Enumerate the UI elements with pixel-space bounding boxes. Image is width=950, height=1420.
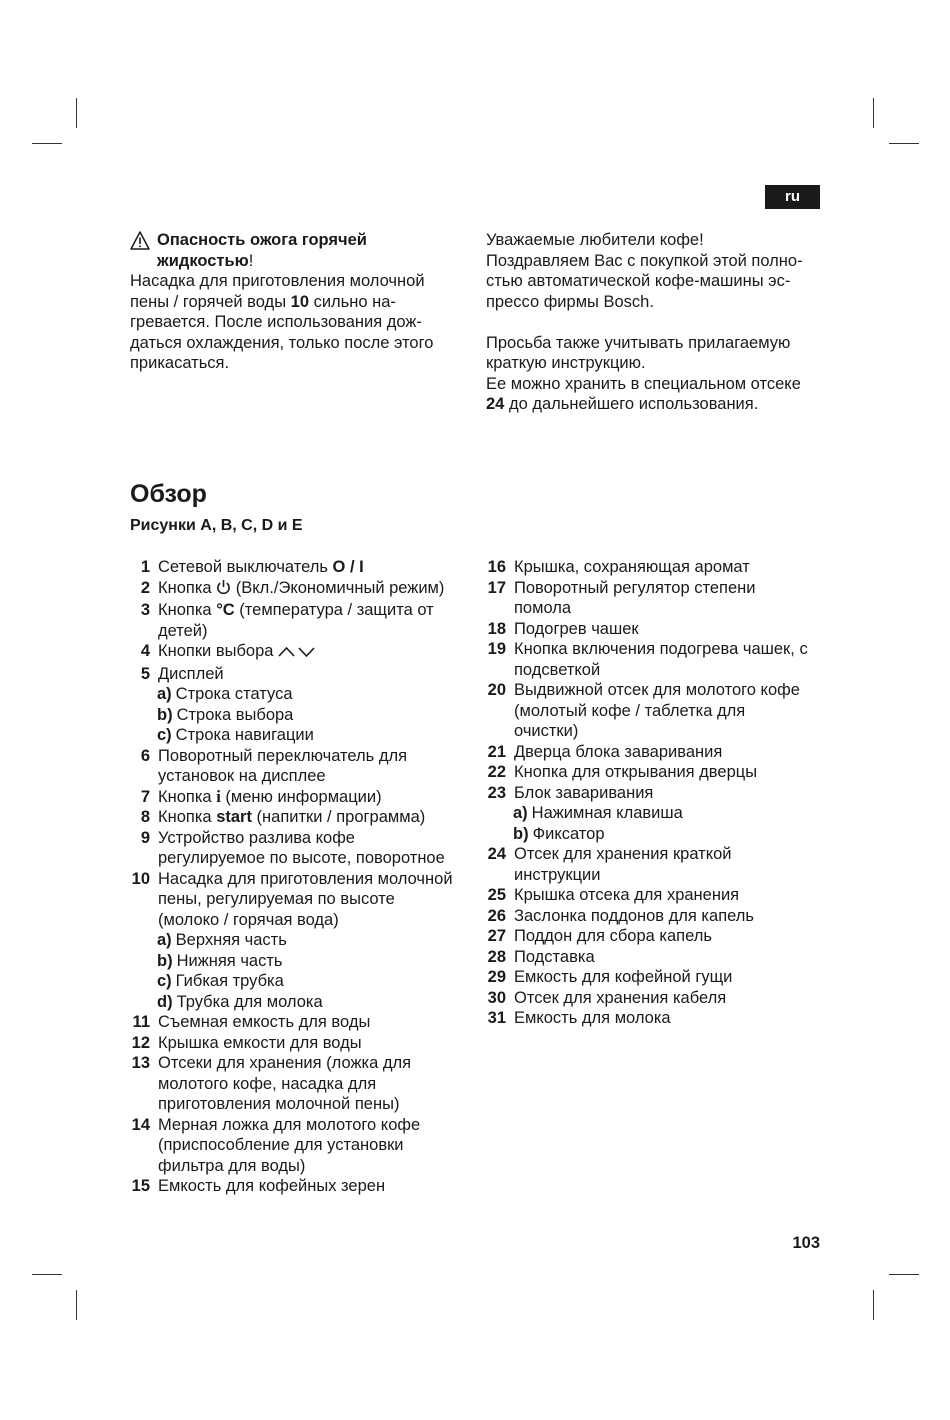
warning-text: даться охлаждения, только после этого [130,333,434,352]
list-item [486,967,831,988]
sub-item-letter: c) [157,726,172,744]
list-item [486,1008,831,1029]
item-number: 7 [140,787,150,806]
item-text: Поддон для сбора капель [514,927,712,945]
item-number: 25 [487,886,506,904]
list-item [130,664,475,685]
list-item [486,742,831,763]
item-text: Сетевой выключатель O / I [158,558,364,576]
crop-mark [76,98,77,128]
item-text: Кнопка для открывания дверцы [514,763,758,781]
sub-item-letter: a) [157,685,172,703]
item-text: Трубка для молока [176,992,323,1011]
item-text: Дисплей [158,664,224,683]
item-text: Строка статуса [175,685,293,703]
list-item [130,807,475,828]
item-number: 26 [487,906,506,925]
list-item [486,844,831,885]
item-text: Блок заваривания [514,783,654,802]
parts-list-left [130,557,475,1197]
item-number: 4 [140,642,150,660]
list-item [486,988,831,1009]
greeting-text: Просьба также учитывать прилагаемую [486,333,791,352]
list-item [130,828,475,869]
item-text: Верхняя часть [175,931,287,949]
crop-mark [873,98,874,128]
list-item [486,680,831,742]
list-item [130,746,475,787]
item-text: Отсек для хранения кабеля [514,988,727,1007]
item-number: 11 [132,1013,150,1031]
list-item [486,906,831,927]
crop-mark [76,1290,77,1320]
list-item [486,619,831,640]
item-number: 12 [131,1033,150,1052]
sub-item [130,971,475,992]
sub-item [130,951,475,972]
item-number: 31 [487,1009,506,1027]
list-item [130,787,475,808]
item-number: 5 [140,664,150,683]
sub-item [130,992,475,1013]
item-text: Устройство разлива кофе регулируемое по высоте, поворотное [158,828,445,867]
sub-item-letter: c) [157,972,172,990]
list-item [130,641,475,664]
item-text: Отсеки для хранения (ложка для молотого кофе, насадка для приготовления молочной пены) [158,1054,412,1113]
warning-title-punct: ! [248,251,254,270]
greeting-text: Уважаемые любители кофе! [486,231,704,249]
section-title: Обзор [130,480,207,508]
item-number: 8 [140,808,150,826]
list-item [130,1033,475,1054]
list-item [130,578,475,601]
item-text: Мерная ложка для молотого кофе (приспособление для установки фильтра для воды) [158,1115,421,1175]
warning-title: жидкостью [157,251,249,270]
greeting-text: до дальнейшего использования. [504,395,759,413]
item-number: 23 [487,783,506,802]
item-text: Нажимная клавиша [531,804,683,822]
item-number: 27 [487,927,506,945]
item-text: Фиксатор [532,824,605,843]
item-number: 2 [140,578,150,597]
item-text: Насадка для приготовления молочной пены, регулируемая по высоте (молоко / горячая вода) [158,869,453,929]
warning-text: пены / горячей воды [130,292,291,311]
item-text: Кнопка i (меню информации) [158,786,382,806]
list-item [486,783,831,804]
page-number: 103 [792,1234,820,1252]
crop-mark [873,1290,874,1320]
item-text: Крышка емкости для воды [158,1033,362,1052]
greeting-text: краткую инструкцию. [486,354,646,372]
greeting [486,230,826,415]
item-number: 10 [131,869,150,888]
item-text: Емкость для молока [514,1009,671,1027]
item-number: 28 [487,947,506,966]
item-text: Крышка, сохраняющая аромат [514,558,750,576]
crop-mark [889,1274,919,1275]
item-text: Поворотный переключатель для установок на дисплее [158,746,408,785]
item-text: Кнопка (Вкл./Экономичный режим) [158,578,475,601]
list-item [486,762,831,783]
list-item [130,1053,475,1115]
item-text: Емкость для кофейной гущи [514,968,733,986]
sub-item [486,803,831,824]
item-number: 16 [487,558,506,576]
sub-item [130,705,475,726]
list-item [130,557,475,578]
item-number: 13 [131,1054,150,1072]
warning-text: прикасаться. [130,354,230,372]
item-number: 17 [487,578,506,597]
item-number: 24 [487,845,506,863]
chevron-up-icon [278,643,295,664]
parts-list-right [486,557,831,1029]
language-tag: ru [765,185,820,209]
sub-item [130,725,475,746]
sub-item-letter: b) [157,705,173,724]
sub-item-letter: b) [513,824,529,843]
item-text: Крышка отсека для хранения [514,886,740,904]
item-text: Строка выбора [176,705,294,724]
list-item [130,600,475,641]
item-number: 21 [487,742,506,761]
item-text: Поворотный регулятор степени помола [514,578,756,617]
list-item [486,578,831,619]
item-text: Заслонка поддонов для капель [514,906,754,925]
item-text: Выдвижной отсек для молотого кофе (молотый кофе / таблетка для очистки) [514,681,800,740]
chevron-down-icon [298,643,315,664]
greeting-text: стью автоматической кофе-машины эс- [486,272,791,290]
item-number: 20 [487,681,506,699]
item-text: Съемная емкость для воды [158,1013,371,1031]
item-text: Строка навигации [175,726,314,744]
list-item [130,1115,475,1177]
item-number: 9 [140,828,150,847]
burn-warning [130,230,470,374]
item-number: 30 [487,988,506,1007]
list-item [486,885,831,906]
sub-item-letter: a) [157,931,172,949]
list-item [486,947,831,968]
item-number: 14 [131,1115,150,1134]
list-item [130,869,475,931]
crop-mark [32,1274,62,1275]
greeting-text: Поздравляем Вас с покупкой этой полно- [486,251,803,270]
item-number: 15 [131,1177,150,1195]
greeting-text: прессо фирмы Bosch. [486,292,654,311]
item-text: Подставка [514,947,595,966]
item-number: 3 [140,601,150,619]
warning-title: Опасность ожога горячей [157,231,367,249]
item-number: 22 [487,763,506,781]
list-item [130,1176,475,1197]
item-text: Кнопка start (напитки / программа) [158,808,426,826]
list-item [486,639,831,680]
warning-text: сильно на- [309,292,396,311]
item-number: 29 [487,968,506,986]
warning-text: Насадка для приготовления молочной [130,272,425,290]
item-number: 19 [487,640,506,658]
item-text: Дверца блока заваривания [514,742,723,761]
sub-item [130,684,475,705]
item-number: 1 [140,558,150,576]
warning-text: гревается. После использования дож- [130,313,422,331]
sub-item-letter: a) [513,804,528,822]
list-item [486,926,831,947]
ref-number: 10 [290,292,309,311]
item-text: Подогрев чашек [514,619,639,638]
item-text: Нижняя часть [176,951,283,970]
ref-number: 24 [486,395,505,413]
sub-item-letter: d) [157,992,173,1011]
crop-mark [32,143,62,144]
item-text: Емкость для кофейных зерен [158,1177,386,1195]
item-text: Отсек для хранения краткой инструкции [514,845,732,884]
item-text: Кнопка °C (температура / защита от детей) [158,601,434,640]
item-text: Кнопки выбора [158,641,475,664]
item-number: 18 [487,619,506,638]
warning-triangle-icon [130,230,157,271]
item-text: Гибкая трубка [175,972,284,990]
sub-item-letter: b) [157,951,173,970]
power-icon [216,579,231,601]
list-item [486,557,831,578]
item-number: 6 [140,746,150,765]
section-subtitle: Рисунки A, B, C, D и E [130,517,303,534]
sub-item [486,824,831,845]
list-item [130,1012,475,1033]
sub-item [130,930,475,951]
crop-mark [889,143,919,144]
info-icon: i [216,786,221,806]
greeting-text: Ее можно хранить в специальном отсеке [486,374,801,393]
item-text: Кнопка включения подогрева чашек, с подсветкой [514,640,808,679]
